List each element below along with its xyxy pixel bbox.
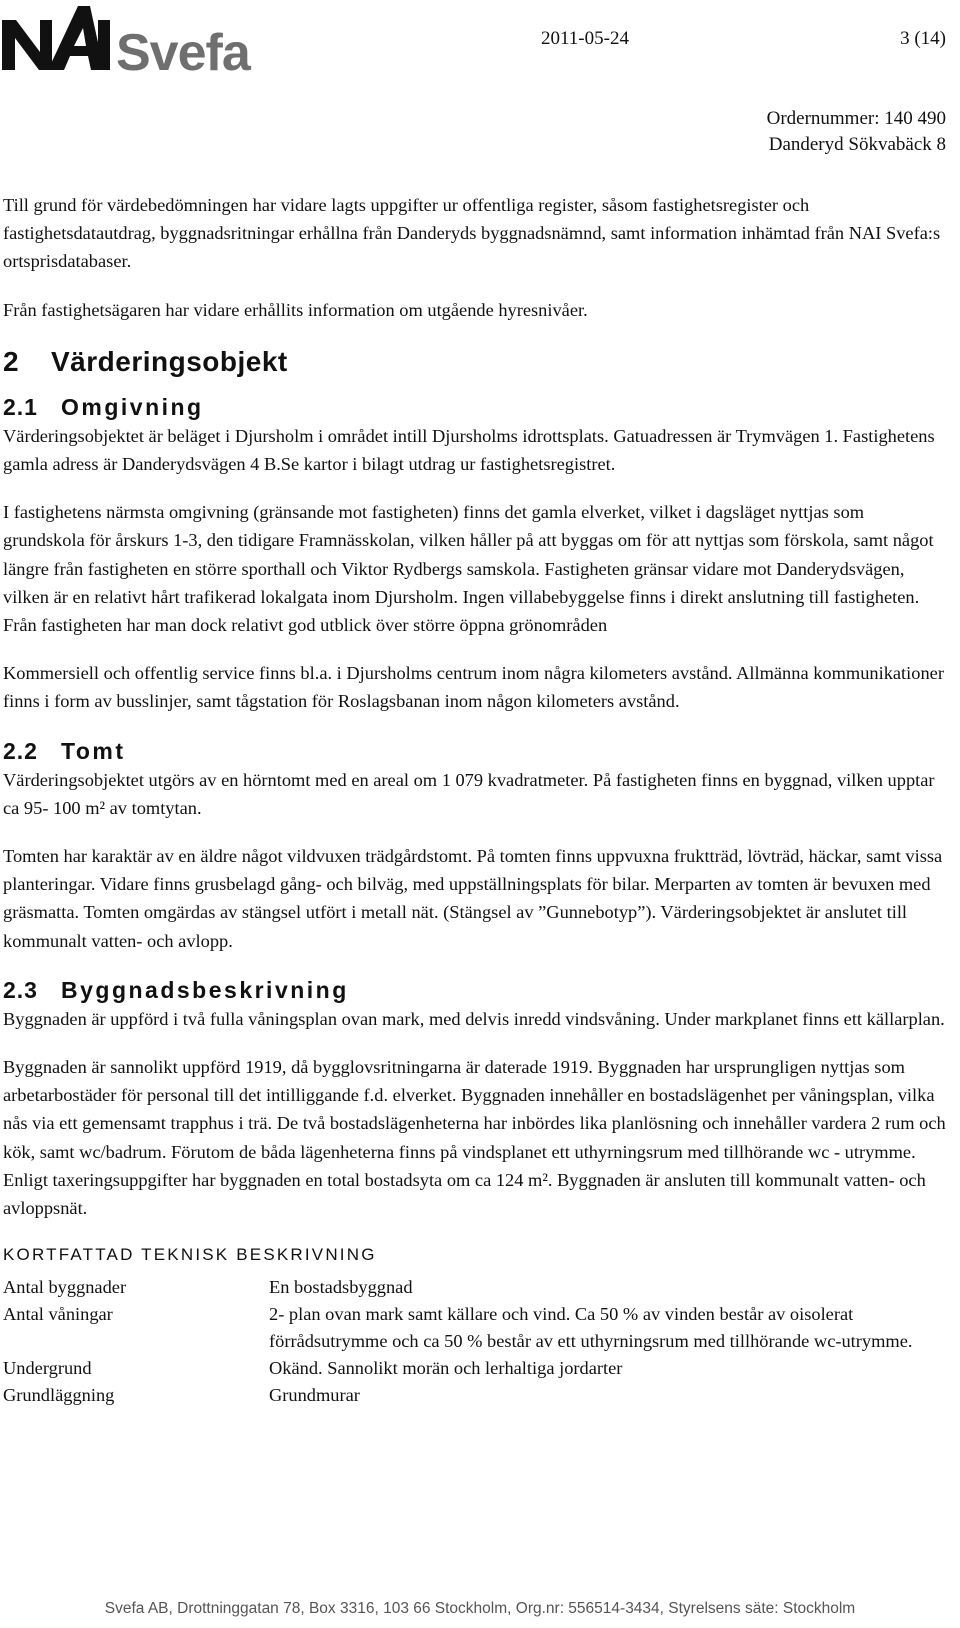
page-footer: Svefa AB, Drottninggatan 78, Box 3316, 103 66 Stockholm, Org.nr: 556514-3434, Styrelsens säte: Stockholm bbox=[104, 1600, 856, 1617]
subsection-heading bbox=[3, 392, 947, 422]
intro-paragraph: Från fastighetsägaren har vidare erhållits information om utgående hyresnivåer. bbox=[3, 299, 588, 320]
body-paragraph: Byggnaden är uppförd i två fulla våningsplan ovan mark, med delvis inredd vindsvåning. Under markplanet finns ett källarplan. bbox=[3, 1008, 945, 1029]
spec-label: Antal byggnader bbox=[3, 1277, 127, 1298]
document-body bbox=[3, 191, 947, 1409]
technical-description-heading: KORTFATTAD TEKNISK BESKRIVNING bbox=[3, 1245, 377, 1265]
spec-value: En bostadsbyggnad bbox=[269, 1277, 413, 1298]
body-paragraph: Värderingsobjektet är beläget i Djursholm i området intill Djursholms idrottsplats. Gatuadressen är Trymvägen 1. Fastighetens gamla adress är Danderydsvägen 4 B.Se kartor i bilagt utdrag ur fastighetsregistret. bbox=[3, 425, 935, 475]
subsection-number: 2.3 bbox=[3, 976, 38, 1003]
logo-letter-i bbox=[98, 20, 110, 70]
nai-svefa-logo bbox=[0, 0, 290, 80]
body-paragraph: Byggnaden är sannolikt uppförd 1919, då bygglovsritningarna är daterade 1919. Byggnaden har ursprungligen nyttjas som arbetarbostäder för personal till det intilliggande f.d. elverket. Byggnaden innehåller en bostadslägenhet per våningsplan, vilka nås via ett gemensamt trapphus i trä. De två bostadslägenheterna har inbördes lika planlösning och innehåller vardera 2 rum och kök, samt wc/badrum. Förutom de båda lägenheterna finns på vindsplanet ett uthyrningsrum med tillhörande wc - utrymme. Enligt taxeringsuppgifter har byggnaden en total bostadsyta om ca 124 m². Byggnaden är ansluten till kommunalt vatten- och avloppsnät. bbox=[3, 1057, 946, 1219]
technical-description-table bbox=[3, 1274, 947, 1409]
spec-value: Okänd. Sannolikt morän och lerhaltiga jordarter bbox=[269, 1358, 623, 1379]
section-title: Värderingsobjekt bbox=[51, 345, 288, 377]
table-row bbox=[3, 1382, 947, 1409]
spec-label: Antal våningar bbox=[3, 1304, 113, 1325]
body-paragraph: Tomten har karaktär av en äldre något vildvuxen trädgårdstomt. På tomten finns uppvuxna fruktträd, lövträd, häckar, samt vissa planteringar. Vidare finns grusbelagd gång- och bilväg, med uppställningsplats för bilar. Merparten av tomten är bevuxen med gräsmatta. Tomten omgärdas av stängsel utfört i metall nät. (Stängsel av ”Gunnebotyp”). Värderingsobjektet är anslutet till kommunalt vatten- och avlopp. bbox=[3, 846, 943, 951]
body-paragraph: Värderingsobjektet utgörs av en hörntomt med en areal om 1 079 kvadratmeter. På fastigheten finns en byggnad, vilken upptar ca 95- 100 m² av tomtytan. bbox=[3, 769, 935, 818]
subsection-heading bbox=[3, 736, 947, 766]
subsection-title: Omgivning bbox=[61, 393, 204, 420]
subsection-title: Tomt bbox=[61, 737, 126, 764]
subsection-number: 2.2 bbox=[3, 737, 38, 764]
subsection-number: 2.1 bbox=[3, 393, 38, 420]
table-row bbox=[3, 1301, 947, 1355]
spec-label: Grundläggning bbox=[3, 1385, 115, 1406]
header-order-block bbox=[767, 106, 946, 158]
logo-letter-a bbox=[48, 6, 104, 70]
property-name: Danderyd Sökvabäck 8 bbox=[768, 134, 946, 155]
logo-letter-n bbox=[2, 20, 52, 70]
spec-value: 2- plan ovan mark samt källare och vind. Ca 50 % av vinden består av oisolerat förrådsutrymme och ca 50 % består av ett uthyrningsrum med tillhörande wc-utrymme. bbox=[269, 1304, 913, 1352]
header-page-number: 3 (14) bbox=[900, 28, 946, 49]
order-number: Ordernummer: 140 490 bbox=[766, 108, 946, 129]
section-heading bbox=[3, 344, 947, 380]
spec-value: Grundmurar bbox=[269, 1385, 360, 1406]
header-date: 2011-05-24 bbox=[541, 28, 629, 49]
subsection-title: Byggnadsbeskrivning bbox=[61, 976, 349, 1003]
table-row bbox=[3, 1274, 947, 1301]
spec-label: Undergrund bbox=[3, 1358, 92, 1379]
body-paragraph: Kommersiell och offentlig service finns bl.a. i Djursholms centrum inom några kilometers avstånd. Allmänna kommunikationer finns i form av busslinjer, samt tågstation för Roslagsbanan inom någon kilometers avstånd. bbox=[3, 663, 944, 712]
intro-paragraph: Till grund för värdebedömningen har vidare lagts uppgifter ur offentliga register, såsom fastighetsregister och fastighetsdatautdrag, byggnadsritningar erhållna från Danderyds byggnadsnämnd, samt information inhämtad från NAI Svefa:s ortsprisdatabaser. bbox=[3, 195, 941, 272]
body-paragraph: I fastighetens närmsta omgivning (gränsande mot fastigheten) finns det gamla elverket, vilket i dagsläget nyttjas som grundskola för årskurs 1-3, den tidigare Framnässkolan, vilken håller på att byggas om för att nyttjas som förskola, samt något längre från fastigheten en större sporthall och Viktor Rydbergs samskola. Fastigheten gränsar vidare mot Danderydsvägen, vilken är en relativt hårt trafikerad lokalgata inom Djursholm. Ingen villabebyggelse finns i direkt anslutning till fastigheten. Från fastigheten har man dock relativt god utblick över större öppna grönområden bbox=[3, 502, 934, 636]
subsection-heading bbox=[3, 975, 947, 1005]
logo-wordmark: Svefa bbox=[116, 24, 250, 80]
table-row bbox=[3, 1355, 947, 1382]
section-number: 2 bbox=[3, 345, 20, 377]
